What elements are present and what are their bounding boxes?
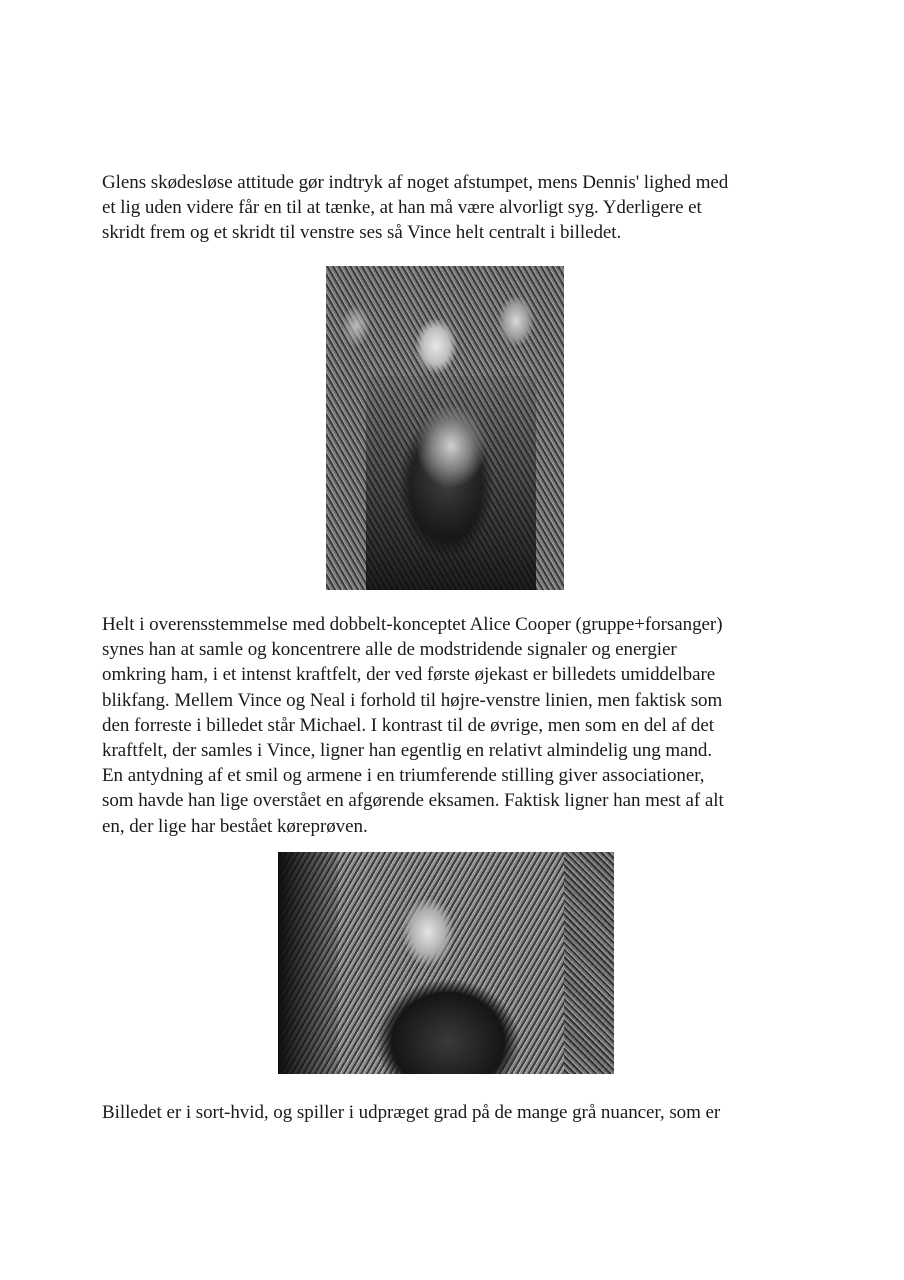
text-line: synes han at samle og koncentrere alle de modstridende signaler og energier [102,639,677,661]
text-line: En antydning af et smil og armene i en triumferende stilling giver associationer, [102,765,705,787]
text-line: den forreste i billedet står Michael. I kontrast til de øvrige, men som en del af det [102,714,714,736]
text-line: Billedet er i sort-hvid, og spiller i udpræget grad på de mange grå nuancer, som er [102,1102,721,1123]
photo-michael [278,852,614,1074]
text-line: Glens skødesløse attitude gør indtryk af noget afstumpet, mens Dennis' lighed med [102,172,729,193]
text-line: omkring ham, i et intenst kraftfelt, der ved første øjekast er billedets umiddelbare [102,664,716,686]
photo-band-group-vince [326,266,564,590]
text-line: blikfang. Mellem Vince og Neal i forhold til højre-venstre linien, men faktisk som [102,689,723,711]
text-line: en, der lige har bestået køreprøven. [102,815,368,837]
paragraph-3 [102,1100,802,1125]
text-line: skridt frem og et skridt til venstre ses så Vince helt centralt i billedet. [102,222,622,244]
paragraph-2 [102,612,802,839]
text-line: kraftfelt, der samles i Vince, ligner han egentlig en relativt almindelig ung mand. [102,740,713,762]
text-line: Helt i overensstemmelse med dobbelt-konceptet Alice Cooper (gruppe+forsanger) [102,614,723,635]
text-line: som havde han lige overstået en afgørende eksamen. Faktisk ligner han mest af alt [102,790,724,812]
text-line: et lig uden videre får en til at tænke, at han må være alvorligt syg. Yderligere et [102,197,702,219]
paragraph-1 [102,170,802,246]
